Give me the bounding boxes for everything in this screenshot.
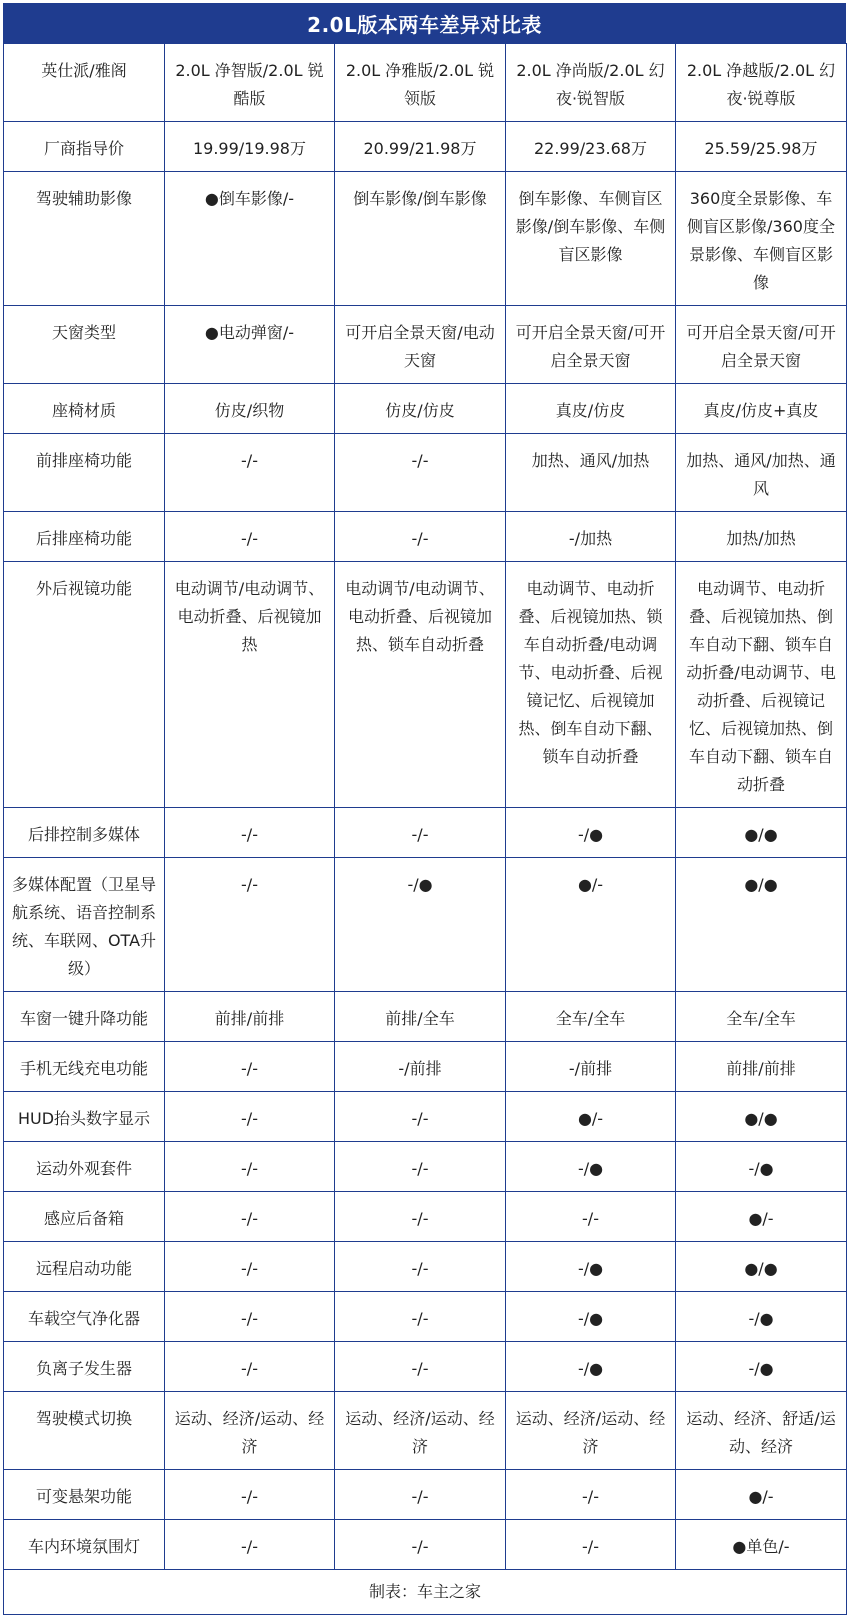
row-value-cell: ●/●	[676, 808, 847, 858]
row-label-cell: 后排控制多媒体	[4, 808, 165, 858]
row-value-cell: 运动、经济、舒适/运动、经济	[676, 1392, 847, 1470]
row-value-cell: 全车/全车	[506, 992, 676, 1042]
source-note: 制表：车主之家	[4, 1570, 847, 1615]
table-row	[4, 858, 847, 992]
row-value-cell: 真皮/仿皮+真皮	[676, 384, 847, 434]
row-value-cell: 可开启全景天窗/可开启全景天窗	[506, 306, 676, 384]
row-value-cell: ●/-	[676, 1192, 847, 1242]
row-label-cell: 车载空气净化器	[4, 1292, 165, 1342]
table-row	[4, 1042, 847, 1092]
row-value-cell: -/-	[165, 1042, 335, 1092]
table-row	[4, 172, 847, 306]
row-label-cell: 运动外观套件	[4, 1142, 165, 1192]
row-value-cell: 加热/加热	[676, 512, 847, 562]
row-value-cell: -/-	[335, 808, 506, 858]
row-value-cell: 电动调节/电动调节、电动折叠、后视镜加热	[165, 562, 335, 808]
row-value-cell: -/●	[676, 1342, 847, 1392]
row-value-cell: -/-	[335, 1142, 506, 1192]
row-value-cell: -/-	[165, 1092, 335, 1142]
table-row	[4, 512, 847, 562]
table-row	[4, 1342, 847, 1392]
table-row	[4, 1520, 847, 1570]
table-row	[4, 122, 847, 172]
row-value-cell: 前排/前排	[676, 1042, 847, 1092]
row-value-cell: -/-	[165, 434, 335, 512]
row-label-cell: 车窗一键升降功能	[4, 992, 165, 1042]
row-label-cell: 后排座椅功能	[4, 512, 165, 562]
row-label-cell: 前排座椅功能	[4, 434, 165, 512]
row-value-cell: 可开启全景天窗/可开启全景天窗	[676, 306, 847, 384]
row-value-cell: 运动、经济/运动、经济	[165, 1392, 335, 1470]
row-value-cell: -/-	[335, 1520, 506, 1570]
row-value-cell: ●/-	[506, 1092, 676, 1142]
row-value-cell: ●/●	[676, 1242, 847, 1292]
row-label-cell: 天窗类型	[4, 306, 165, 384]
row-value-cell: -/-	[165, 1520, 335, 1570]
header-col-cell: 2.0L 净尚版/2.0L 幻夜·锐智版	[506, 44, 676, 122]
row-value-cell: -/-	[165, 1242, 335, 1292]
table-row	[4, 1242, 847, 1292]
row-label-cell: 多媒体配置（卫星导航系统、语音控制系统、车联网、OTA升级）	[4, 858, 165, 992]
row-value-cell: 360度全景影像、车侧盲区影像/360度全景影像、车侧盲区影像	[676, 172, 847, 306]
row-value-cell: ●/-	[676, 1470, 847, 1520]
row-value-cell: -/●	[506, 1142, 676, 1192]
comparison-document	[3, 3, 846, 1615]
row-value-cell: 运动、经济/运动、经济	[506, 1392, 676, 1470]
comparison-table	[3, 43, 847, 1615]
row-value-cell: -/-	[335, 1192, 506, 1242]
row-value-cell: -/-	[165, 858, 335, 992]
header-label-cell: 英仕派/雅阁	[4, 44, 165, 122]
row-value-cell: 25.59/25.98万	[676, 122, 847, 172]
row-value-cell: -/-	[506, 1520, 676, 1570]
row-value-cell: ●电动弹窗/-	[165, 306, 335, 384]
table-title: 2.0L版本两车差异对比表	[3, 3, 846, 43]
row-value-cell: -/●	[506, 1292, 676, 1342]
row-value-cell: -/-	[335, 1342, 506, 1392]
row-value-cell: 前排/全车	[335, 992, 506, 1042]
table-row	[4, 808, 847, 858]
row-value-cell: 倒车影像、车侧盲区影像/倒车影像、车侧盲区影像	[506, 172, 676, 306]
row-value-cell: 仿皮/仿皮	[335, 384, 506, 434]
row-value-cell: 电动调节、电动折叠、后视镜加热、倒车自动下翻、锁车自动折叠/电动调节、电动折叠、后视镜记忆、后视镜加热、倒车自动下翻、锁车自动折叠	[676, 562, 847, 808]
row-value-cell: -/-	[165, 1342, 335, 1392]
row-value-cell: 加热、通风/加热、通风	[676, 434, 847, 512]
row-value-cell: ●/-	[506, 858, 676, 992]
header-col-cell: 2.0L 净越版/2.0L 幻夜·锐尊版	[676, 44, 847, 122]
row-label-cell: 感应后备箱	[4, 1192, 165, 1242]
row-label-cell: 远程启动功能	[4, 1242, 165, 1292]
row-value-cell: 22.99/23.68万	[506, 122, 676, 172]
row-value-cell: 加热、通风/加热	[506, 434, 676, 512]
row-value-cell: -/-	[335, 1242, 506, 1292]
table-row	[4, 1092, 847, 1142]
table-row	[4, 384, 847, 434]
table-row	[4, 434, 847, 512]
row-value-cell: -/-	[335, 434, 506, 512]
row-label-cell: 驾驶模式切换	[4, 1392, 165, 1470]
row-value-cell: -/-	[165, 1470, 335, 1520]
row-value-cell: ●/●	[676, 858, 847, 992]
row-value-cell: 可开启全景天窗/电动天窗	[335, 306, 506, 384]
row-label-cell: 驾驶辅助影像	[4, 172, 165, 306]
row-value-cell: ●倒车影像/-	[165, 172, 335, 306]
row-value-cell: -/-	[335, 1292, 506, 1342]
row-value-cell: -/加热	[506, 512, 676, 562]
table-row	[4, 1292, 847, 1342]
row-value-cell: -/-	[165, 512, 335, 562]
row-label-cell: 座椅材质	[4, 384, 165, 434]
footer-row	[4, 1570, 847, 1615]
row-value-cell: 全车/全车	[676, 992, 847, 1042]
row-value-cell: 20.99/21.98万	[335, 122, 506, 172]
table-row	[4, 992, 847, 1042]
row-value-cell: -/-	[335, 1470, 506, 1520]
row-value-cell: -/-	[335, 512, 506, 562]
row-value-cell: -/●	[506, 808, 676, 858]
row-value-cell: -/-	[165, 1192, 335, 1242]
row-label-cell: 厂商指导价	[4, 122, 165, 172]
row-label-cell: 外后视镜功能	[4, 562, 165, 808]
table-row	[4, 1392, 847, 1470]
row-value-cell: -/-	[335, 1092, 506, 1142]
header-col-cell: 2.0L 净雅版/2.0L 锐领版	[335, 44, 506, 122]
row-value-cell: 倒车影像/倒车影像	[335, 172, 506, 306]
row-value-cell: -/●	[506, 1242, 676, 1292]
row-label-cell: HUD抬头数字显示	[4, 1092, 165, 1142]
row-value-cell: 电动调节/电动调节、电动折叠、后视镜加热、锁车自动折叠	[335, 562, 506, 808]
row-value-cell: 电动调节、电动折叠、后视镜加热、锁车自动折叠/电动调节、电动折叠、后视镜记忆、后视镜加热、倒车自动下翻、锁车自动折叠	[506, 562, 676, 808]
table-row	[4, 562, 847, 808]
row-value-cell: 前排/前排	[165, 992, 335, 1042]
row-label-cell: 可变悬架功能	[4, 1470, 165, 1520]
row-label-cell: 手机无线充电功能	[4, 1042, 165, 1092]
header-row	[4, 44, 847, 122]
table-row	[4, 1192, 847, 1242]
row-value-cell: -/●	[676, 1142, 847, 1192]
row-value-cell: 真皮/仿皮	[506, 384, 676, 434]
row-value-cell: -/●	[506, 1342, 676, 1392]
row-value-cell: 19.99/19.98万	[165, 122, 335, 172]
row-value-cell: -/前排	[506, 1042, 676, 1092]
row-value-cell: ●单色/-	[676, 1520, 847, 1570]
table-row	[4, 306, 847, 384]
table-row	[4, 1142, 847, 1192]
row-value-cell: ●/●	[676, 1092, 847, 1142]
row-value-cell: -/-	[165, 1292, 335, 1342]
row-value-cell: -/-	[506, 1192, 676, 1242]
row-value-cell: -/●	[335, 858, 506, 992]
row-value-cell: -/-	[165, 808, 335, 858]
row-label-cell: 负离子发生器	[4, 1342, 165, 1392]
row-value-cell: 仿皮/织物	[165, 384, 335, 434]
table-row	[4, 1470, 847, 1520]
row-value-cell: -/-	[506, 1470, 676, 1520]
row-value-cell: -/前排	[335, 1042, 506, 1092]
row-label-cell: 车内环境氛围灯	[4, 1520, 165, 1570]
row-value-cell: -/●	[676, 1292, 847, 1342]
row-value-cell: 运动、经济/运动、经济	[335, 1392, 506, 1470]
row-value-cell: -/-	[165, 1142, 335, 1192]
header-col-cell: 2.0L 净智版/2.0L 锐酷版	[165, 44, 335, 122]
